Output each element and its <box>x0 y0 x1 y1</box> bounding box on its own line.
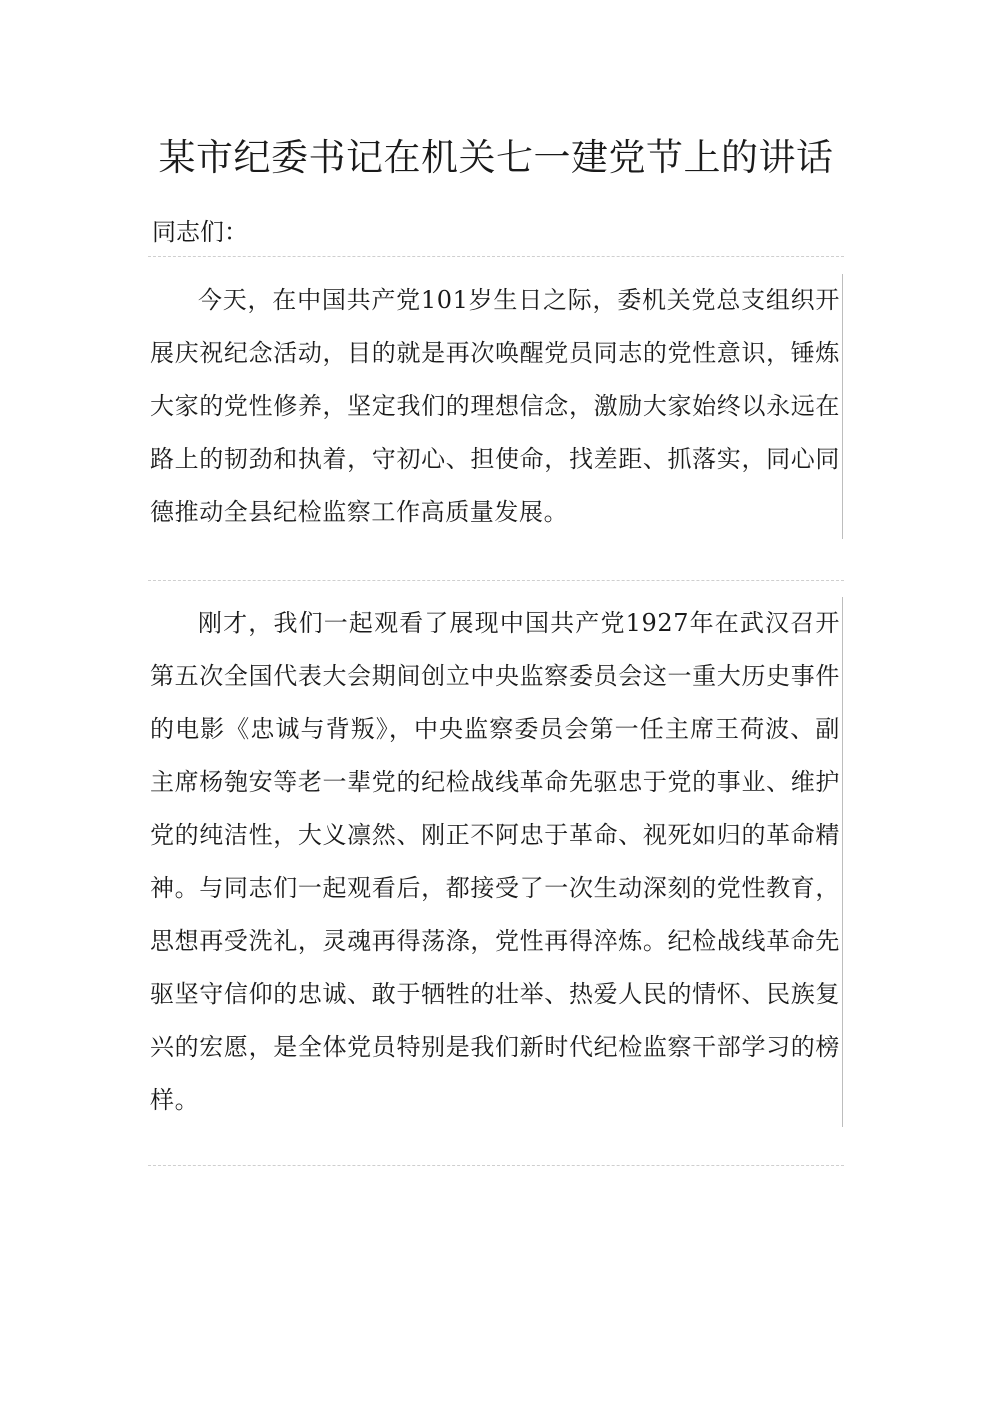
document-title: 某市纪委书记在机关七一建党节上的讲话 <box>158 136 834 179</box>
salutation: 同志们： <box>152 218 248 246</box>
body-paragraph: 刚才，我们一起观看了展现中国共产党1927年在武汉召开第五次全国代表大会期间创立中央监察委员会这一重大历史事件的电影《忠诚与背叛》，中央监察委员会第一任主席王荷波、副主席杨匏安等老一辈党的纪检战线革命先驱忠于党的事业、维护党的纯洁性，大义凛然、刚正不阿忠于革命、视死如归的革命精神。与同志们一起观看后，都接受了一次生动深刻的党性教育，思想再受洗礼，灵魂再得荡涤，党性再得淬炼。纪检战线革命先驱坚守信仰的忠诚、敢于牺牲的壮举、热爱人民的情怀、民族复兴的宏愿，是全体党员特别是我们新时代纪检监察干部学习的榜样。 <box>150 597 843 1127</box>
divider <box>148 1165 844 1166</box>
body-paragraph: 今天，在中国共产党101岁生日之际，委机关党总支组织开展庆祝纪念活动，目的就是再次唤醒党员同志的党性意识，锤炼大家的党性修养，坚定我们的理想信念，激励大家始终以永远在路上的韧劲和执着，守初心、担使命，找差距、抓落实，同心同德推动全县纪检监察工作高质量发展。 <box>150 274 843 539</box>
divider <box>148 256 844 257</box>
divider <box>148 580 844 581</box>
